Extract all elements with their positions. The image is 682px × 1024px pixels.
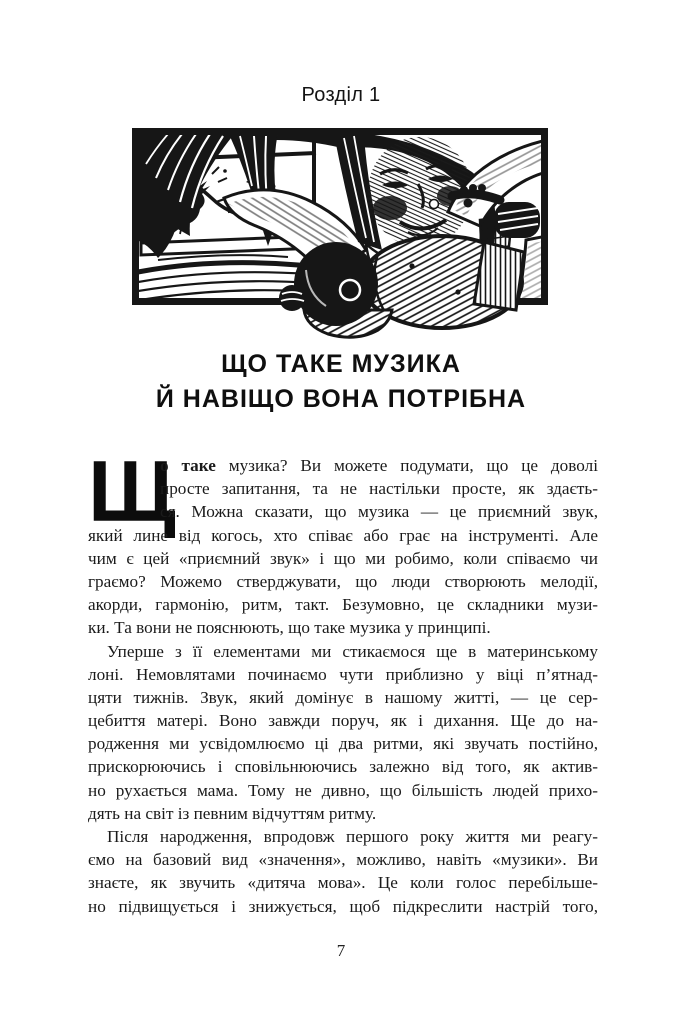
text-line: чим є цей «приємний звук» і що ми робимо, коли співаємо чи <box>88 548 598 568</box>
bold-lead-text: о таке <box>160 456 216 475</box>
drop-cap: Щ <box>88 444 176 540</box>
text-line: ки. Та вони не пояснюють, що таке музика у принципі. <box>88 618 491 638</box>
text-line-rest: музика? Ви можете подумати, що це доволі <box>215 456 598 475</box>
paragraph-2 <box>88 640 598 826</box>
chapter-title-line1: ЩО ТАКЕ МУЗИКА <box>221 350 461 378</box>
text-line: лоні. Немовлятами починаємо чути приблизно у віці п’ятнад- <box>88 664 598 684</box>
text-line: Після народження, впродовж першого року життя ми реагу- <box>107 827 598 846</box>
text-line: но рухається мама. Тому не дивно, що більшість людей прихо- <box>88 780 598 800</box>
text-line: но підвищується і знижується, щоб підкреслити настрій того, <box>88 896 598 916</box>
text-line: акорди, гармонію, ритм, такт. Безумовно, це складники музи- <box>88 595 598 615</box>
page-number: 7 <box>336 941 346 960</box>
paragraph-3 <box>88 825 598 918</box>
text-line: ємо на базовий вид «значення», можливо, навіть «музики». Ви <box>88 850 598 870</box>
chapter-title <box>0 347 682 417</box>
chapter-title-line2: Й НАВІЩО ВОНА ПОТРІБНА <box>155 385 527 413</box>
body-text <box>88 444 598 918</box>
text-line: прискорюючись і сповільнюючись залежно від того, як актив- <box>88 757 598 777</box>
baby-figure <box>279 236 524 337</box>
text-line: Уперше з її елементами ми стикаємося ще в материнському <box>107 641 598 661</box>
text-line: дять на світ із певним відчуттям ритму. <box>88 803 377 823</box>
text-line: цяти тижнів. Звук, який домінує в нашому житті, — це сер- <box>88 687 598 707</box>
text-line: родження ми усвідомлюємо ці два ритми, які звучать постійно, <box>88 734 598 754</box>
paragraph-1 <box>88 444 598 640</box>
chapter-label: Розділ 1 <box>301 84 381 106</box>
text-line: граємо? Можемо стверджувати, що люди створюють мелодії, <box>88 571 598 591</box>
chapter-illustration <box>128 124 554 344</box>
text-line: просте запитання, та не настільки просте, як здаєть- <box>160 479 598 499</box>
text-line: який лине від когось, хто співає або грає на інструменті. Але <box>88 525 598 545</box>
text-line: знаєте, як звучить «дитяча мова». Це коли голос перебільше- <box>88 873 598 893</box>
text-line <box>88 454 598 477</box>
text-line: цебиття матері. Воно завжди поруч, як і дихання. Ще до на- <box>88 711 598 731</box>
chapter-illustration-art <box>128 124 554 344</box>
text-line: ся. Можна сказати, що музика — це приємний звук, <box>160 502 598 522</box>
